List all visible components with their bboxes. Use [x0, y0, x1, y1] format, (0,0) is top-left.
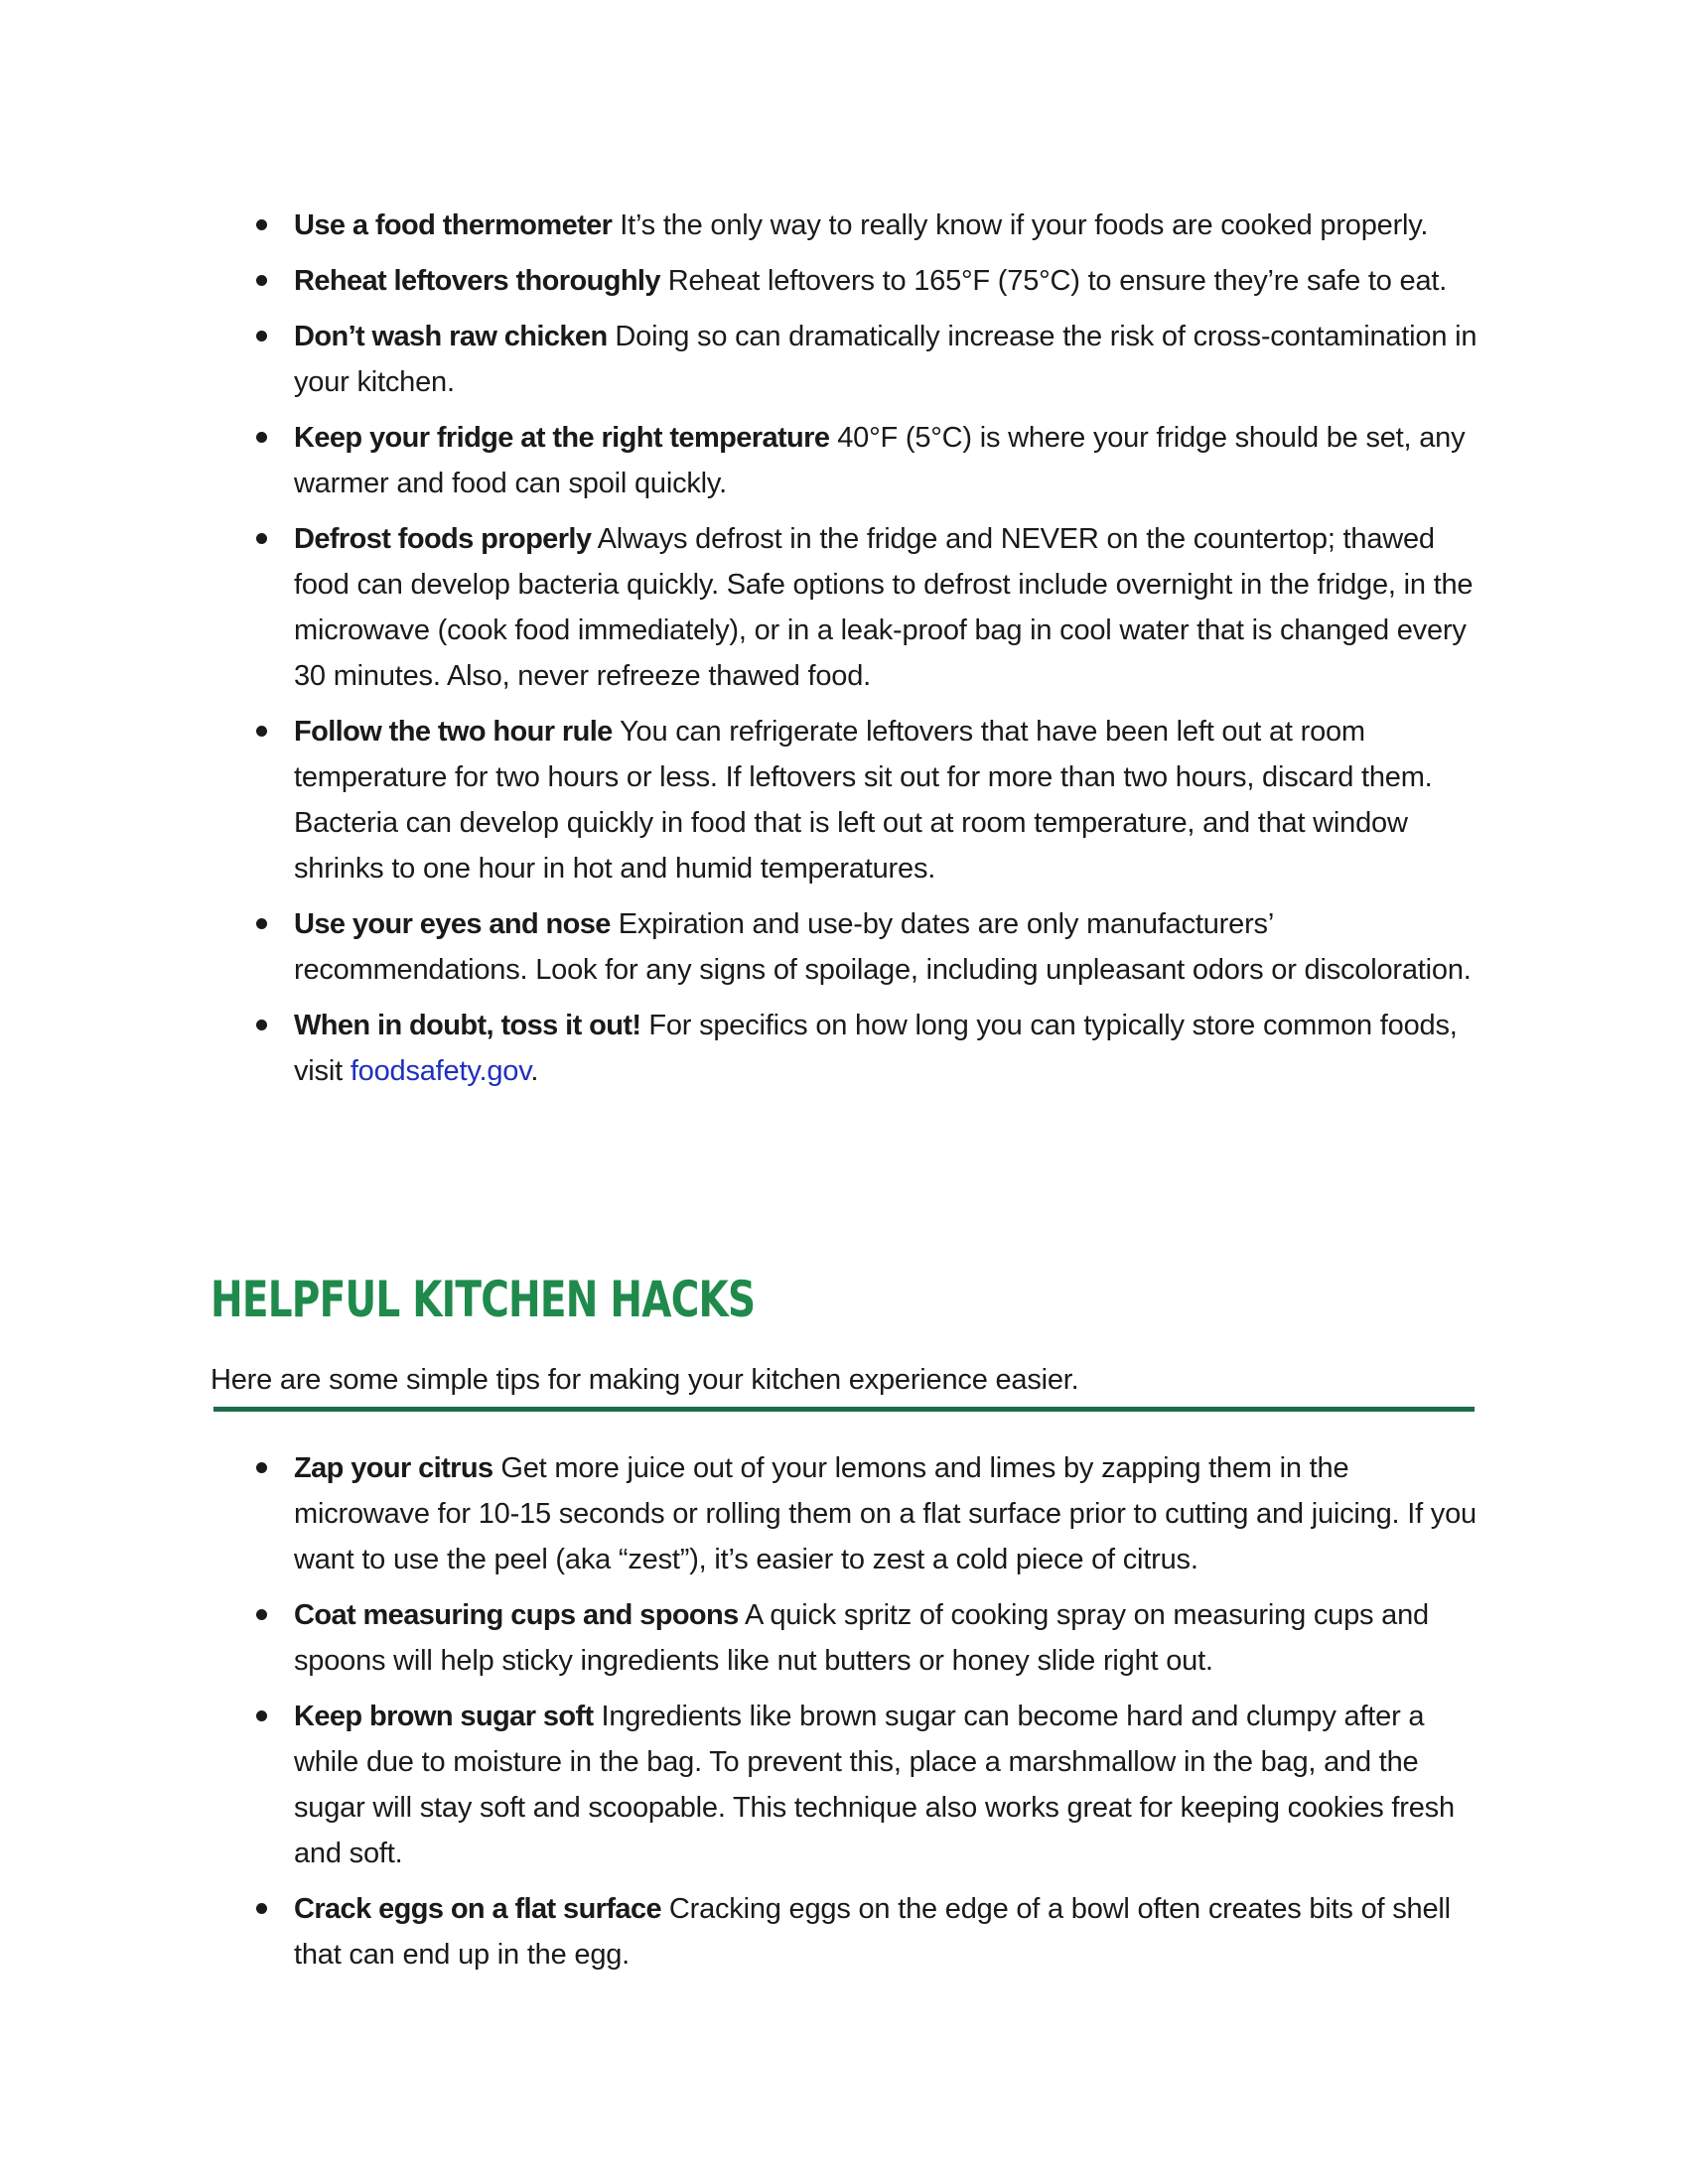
tip-title: Use a food thermometer [294, 209, 613, 241]
bullet-icon [256, 726, 267, 737]
bullet-icon [256, 1020, 267, 1030]
list-item [250, 1592, 1481, 1684]
tip-text: Reheat leftovers to 165°F (75°C) to ensure they’re safe to eat. [667, 265, 1448, 297]
section-heading: HELPFUL KITCHEN HACKS [211, 1271, 756, 1328]
list-item [250, 1003, 1481, 1094]
bullet-icon [256, 1903, 267, 1914]
list-item [250, 1886, 1481, 1978]
tip-title: Defrost foods properly [294, 523, 592, 555]
bullet-icon [256, 432, 267, 443]
tip-title: Reheat leftovers thoroughly [294, 265, 660, 297]
section-intro: Here are some simple tips for making your kitchen experience easier. [211, 1364, 1079, 1396]
tip-text: For specifics on how long you can typically store common foods, visit [294, 1010, 1458, 1087]
tip-title: Don’t wash raw chicken [294, 321, 608, 352]
list-item [250, 314, 1481, 405]
tip-title: Use your eyes and nose [294, 908, 611, 940]
tip-text-after: . [530, 1055, 539, 1087]
food-safety-tips-list [250, 203, 1481, 1104]
kitchen-hacks-list [250, 1445, 1481, 1987]
list-item [250, 203, 1481, 248]
tip-text: Get more juice out of your lemons and limes by zapping them in the microwave for 10-15 seconds or rolling them on a flat surface prior to cutting and juicing. If you want to use the peel (aka “zest”), it’s easier to zest a cold piece of citrus. [294, 1452, 1477, 1575]
list-item [250, 901, 1481, 993]
tip-text: You can refrigerate leftovers that have been left out at room temperature for two hours or less. If leftovers sit out for more than two hours, discard them. Bacteria can develop quickly in food that is left out at room temperature, and that window shrinks to one hour in hot and humid temperatures. [294, 716, 1433, 885]
list-item [250, 415, 1481, 506]
list-item [250, 258, 1481, 304]
tip-text: Ingredients like brown sugar can become hard and clumpy after a while due to moisture in the bag. To prevent this, place a marshmallow in the bag, and the sugar will stay soft and scoopable. This technique also works great for keeping cookies fresh and soft. [294, 1701, 1455, 1869]
tip-title: Zap your citrus [294, 1452, 493, 1484]
bullet-icon [256, 1609, 267, 1620]
tip-text: Always defrost in the fridge and NEVER on the countertop; thawed food can develop bacteria quickly. Safe options to defrost include overnight in the fridge, in the microwave (cook food immediately), or in a leak-proof bag in cool water that is changed every 30 minutes. Also, never refreeze thawed food. [294, 523, 1474, 692]
tip-title: Keep brown sugar soft [294, 1701, 594, 1732]
tip-title: Coat measuring cups and spoons [294, 1599, 739, 1631]
bullet-icon [256, 1710, 267, 1721]
list-item [250, 1694, 1481, 1876]
tip-title: Keep your fridge at the right temperature [294, 422, 830, 454]
tip-title: Crack eggs on a flat surface [294, 1893, 662, 1925]
bullet-icon [256, 1462, 267, 1473]
tip-text: Expiration and use-by dates are only manufacturers’ recommendations. Look for any signs of spoilage, including unpleasant odors or discoloration. [294, 908, 1472, 986]
tip-text: A quick spritz of cooking spray on measuring cups and spoons will help sticky ingredients like nut butters or honey slide right out. [294, 1599, 1429, 1677]
bullet-icon [256, 219, 267, 230]
bullet-icon [256, 275, 267, 286]
list-item [250, 1445, 1481, 1582]
foodsafety-link[interactable]: foodsafety.gov [350, 1055, 531, 1087]
bullet-icon [256, 533, 267, 544]
bullet-icon [256, 918, 267, 929]
tip-text: It’s the only way to really know if your foods are cooked properly. [620, 209, 1429, 241]
tip-text: Doing so can dramatically increase the risk of cross-contamination in your kitchen. [294, 321, 1477, 398]
list-item [250, 709, 1481, 891]
list-item [250, 516, 1481, 699]
tip-text: Cracking eggs on the edge of a bowl often creates bits of shell that can end up in the egg. [294, 1893, 1451, 1971]
tip-title: When in doubt, toss it out! [294, 1010, 641, 1041]
tip-text: 40°F (5°C) is where your fridge should be set, any warmer and food can spoil quickly. [294, 422, 1466, 499]
bullet-icon [256, 331, 267, 341]
section-divider [213, 1407, 1475, 1412]
tip-title: Follow the two hour rule [294, 716, 613, 748]
